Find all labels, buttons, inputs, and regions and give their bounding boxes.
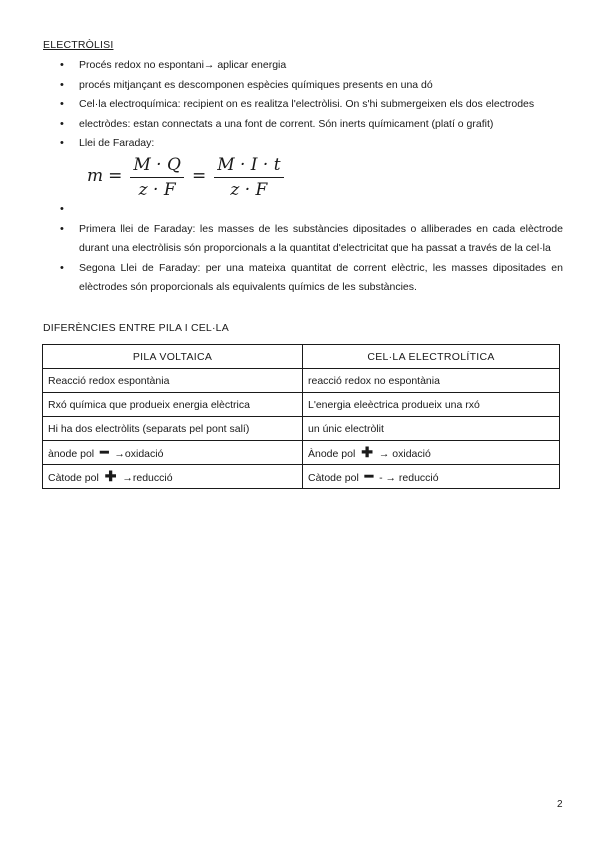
- list-item-formula: [43, 154, 563, 220]
- table-cell: L'energia eleèctrica produeix una rxó: [303, 393, 560, 417]
- table-cell: un únic electròlit: [303, 417, 560, 441]
- list-item: • electròdes: estan connectats a una font de corrent. Són inerts químicament (platí o grafit): [43, 115, 563, 135]
- table-cell: Hi ha dos electròlits (separats pel pont salí): [43, 417, 303, 441]
- list-item: • Cel·la electroquímica: recipient on es realitza l'electròlisi. On s'hi submergeixen els dos electrodes: [43, 95, 563, 115]
- table-header-row: [43, 345, 560, 369]
- list-item: • Procés redox no espontani→ aplicar energia: [43, 56, 563, 76]
- list-item: • procés mitjançant es descomponen espècies químiques presents en una dó: [43, 76, 563, 96]
- plus-icon: ✚: [104, 468, 117, 484]
- formula-equals: =: [108, 166, 123, 187]
- table-title: DIFERÈNCIES ENTRE PILA I CEL·LA: [43, 322, 229, 334]
- cell-text: ànode pol: [48, 448, 95, 460]
- table-row: [43, 393, 560, 417]
- table-cell: [303, 441, 560, 465]
- table-cell: Rxó química que produeix energia elèctrica: [43, 393, 303, 417]
- cell-text: Ànode pol: [308, 448, 356, 460]
- cell-text: Càtode pol: [308, 472, 359, 484]
- header-pila-voltaica: PILA VOLTAICA: [43, 345, 303, 369]
- formula-equals: =: [191, 166, 207, 187]
- table-row: [43, 417, 560, 441]
- minus-icon: ━: [364, 468, 374, 484]
- page-number: 2: [557, 799, 563, 810]
- formula-denominator-1: z · F: [138, 179, 176, 200]
- faraday-formula: [87, 153, 287, 202]
- formula-numerator-1: M · Q: [130, 153, 184, 178]
- table-cell: reacció redox no espontània: [303, 369, 560, 393]
- cell-text: →oxidació: [114, 448, 164, 460]
- formula-denominator-2: z · F: [230, 179, 268, 200]
- formula-fraction-1: [130, 153, 184, 202]
- table-row: [43, 465, 560, 489]
- header-cella-electrolitica: CEL·LA ELECTROLÍTICA: [303, 345, 560, 369]
- cell-text: → oxidació: [378, 448, 431, 460]
- plus-icon: ✚: [361, 444, 373, 460]
- formula-lhs: • m: [87, 166, 104, 187]
- list-item: • Primera llei de Faraday: les masses de les substàncies dipositades o alliberades en cada elèctrode durant una electròlisis són proporcionals a la quantitat d'electricitat que ha passat a través de la cel·la: [43, 220, 563, 259]
- formula-numerator-2: M · I · t: [214, 153, 283, 178]
- list-item: • Llei de Faraday:: [43, 134, 563, 154]
- table-cell: [303, 465, 560, 489]
- table-row: [43, 441, 560, 465]
- section-title: ELECTRÒLISI: [43, 39, 114, 51]
- cell-text: Càtode pol: [48, 472, 99, 484]
- formula-fraction-2: [214, 153, 283, 202]
- list-item: • Segona Llei de Faraday: per una mateixa quantitat de corrent elèctric, les masses dipositades en elèctrodes són proporcionals als equivalents químics de les substàncies.: [43, 259, 563, 298]
- comparison-table: [42, 344, 560, 489]
- table-cell: Reacció redox espontània: [43, 369, 303, 393]
- table-row: [43, 369, 560, 393]
- table-cell: [43, 465, 303, 489]
- minus-icon: ━: [100, 444, 109, 460]
- bullet-list: [43, 56, 563, 298]
- cell-text: →reducció: [122, 472, 173, 484]
- table-cell: [43, 441, 303, 465]
- cell-text: - → reducció: [379, 472, 439, 484]
